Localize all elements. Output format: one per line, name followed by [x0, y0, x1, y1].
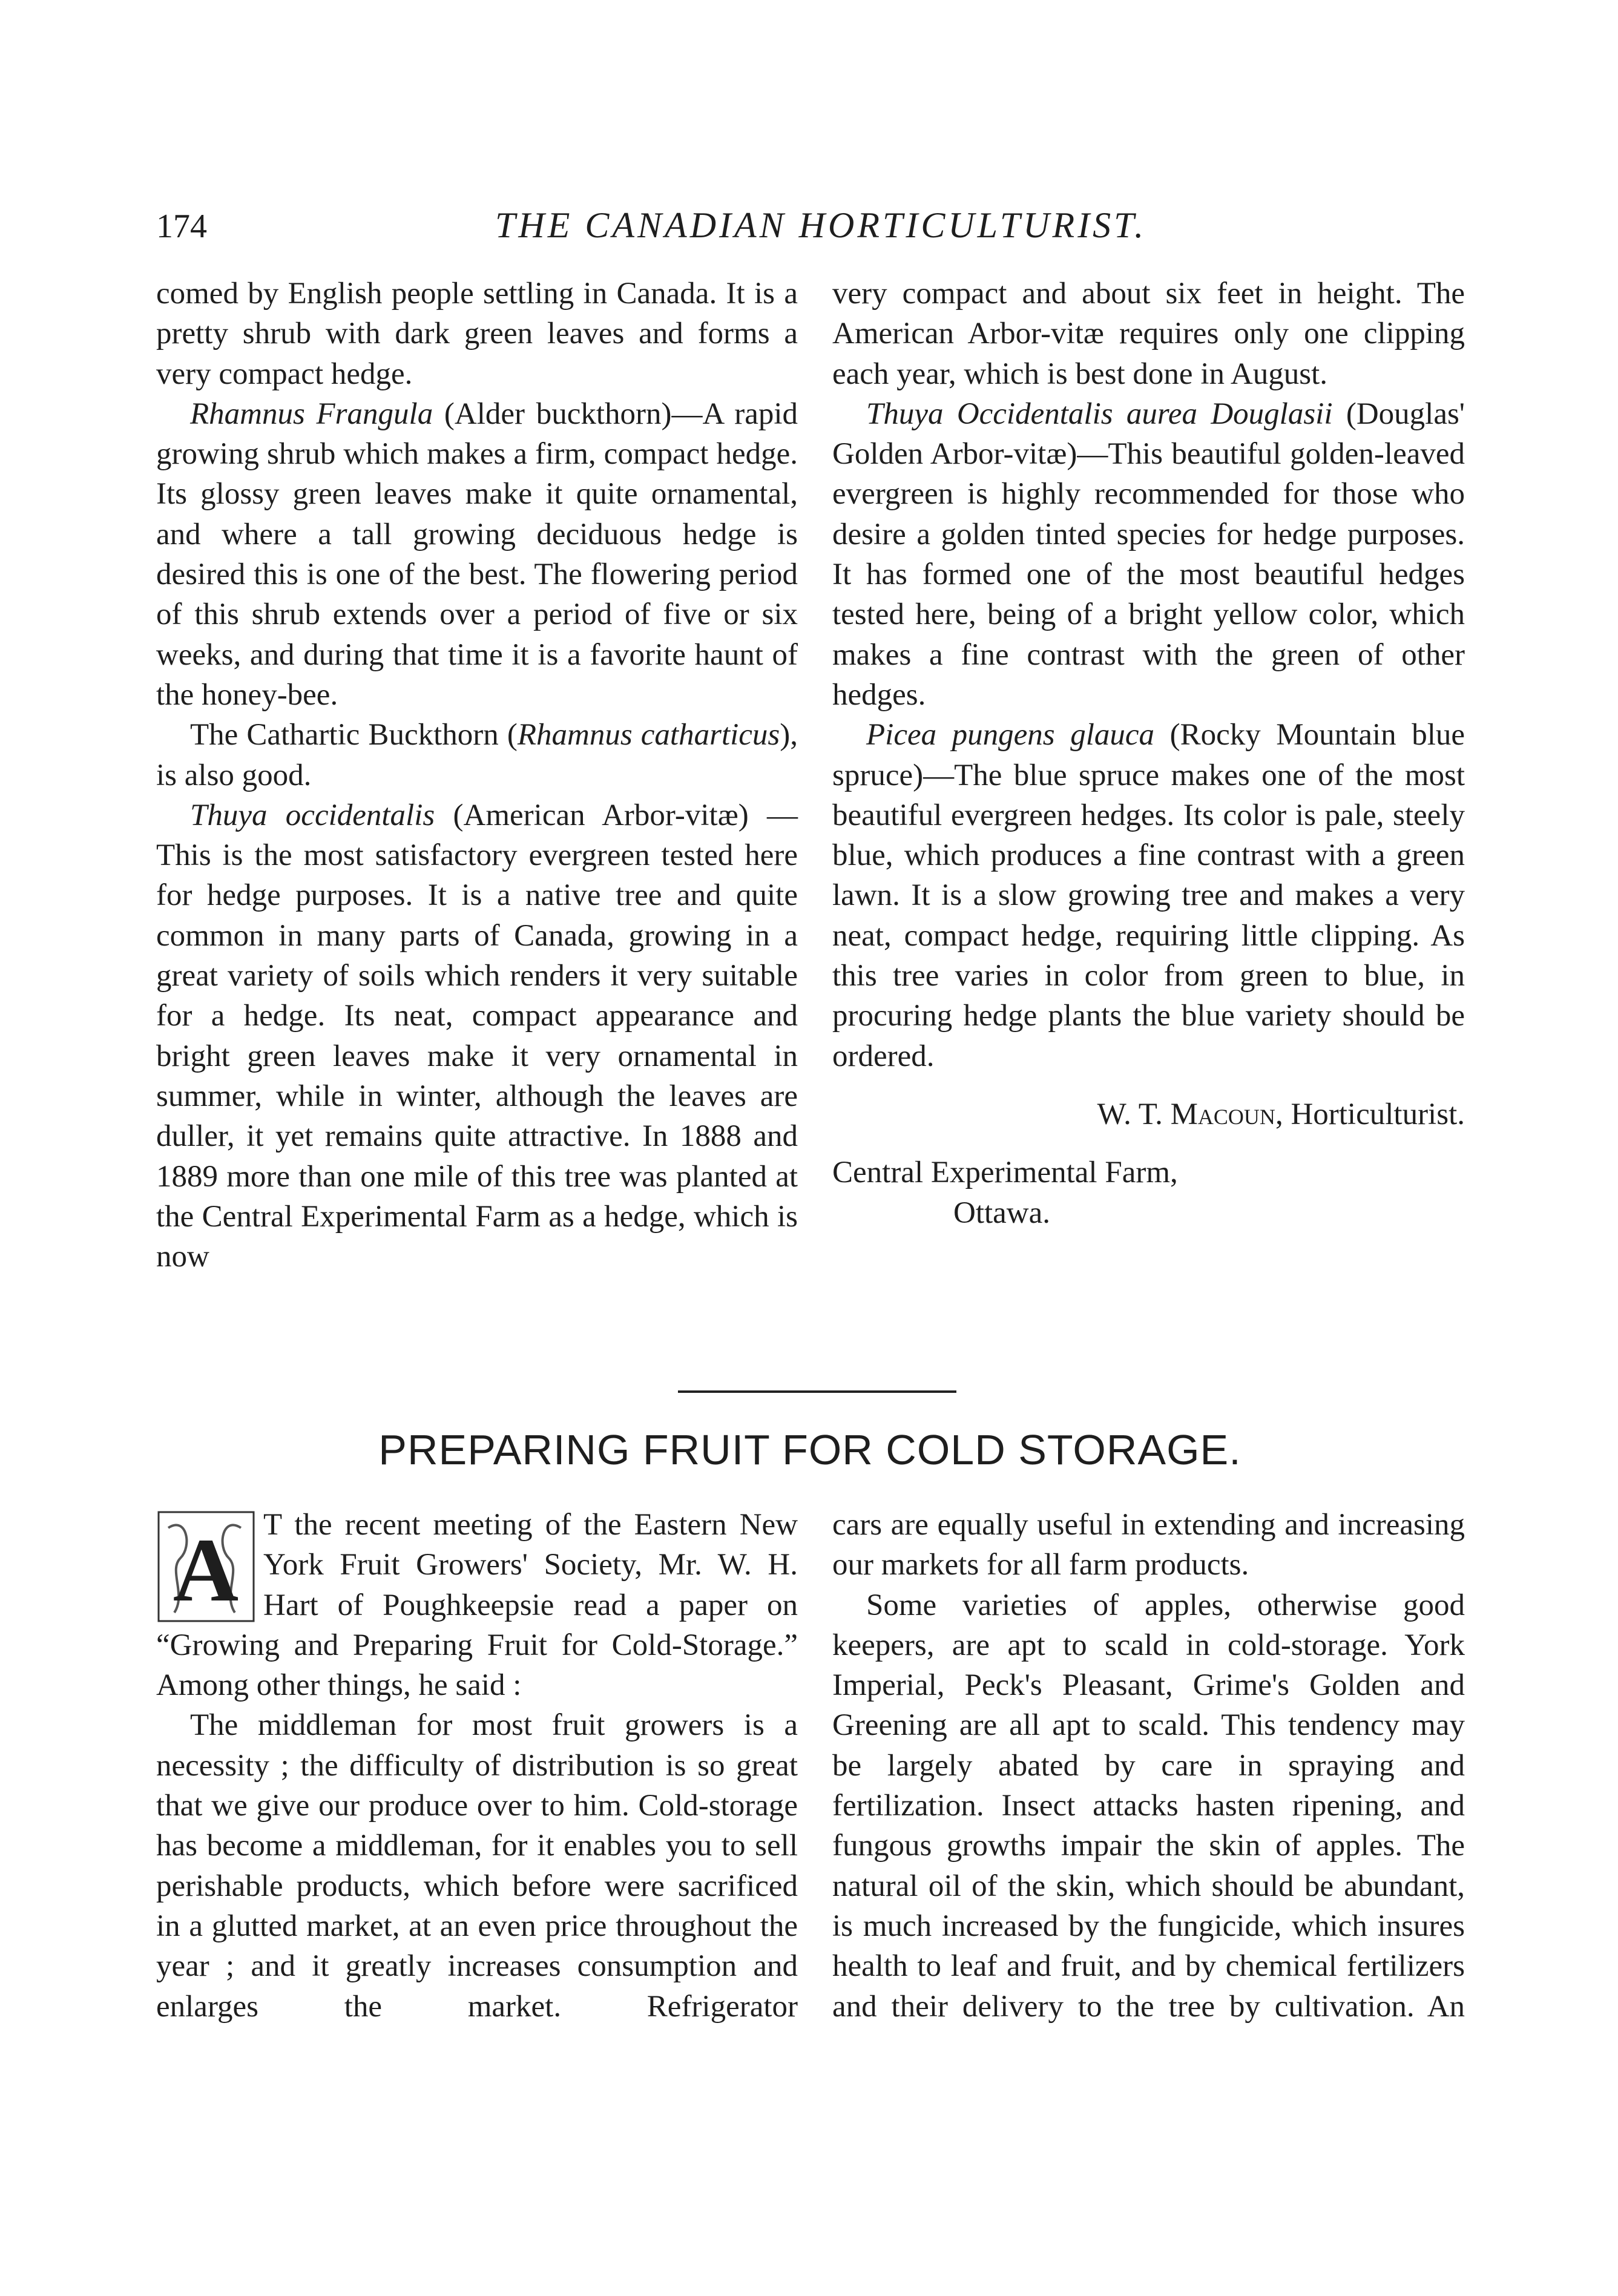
paragraph-text: ), is also good. — [156, 718, 798, 792]
place-line: Ottawa. — [953, 1196, 1051, 1230]
article1-left-column — [156, 274, 798, 1277]
page-header — [156, 200, 1464, 254]
paragraph: Some varieties of apples, otherwise good keepers, are apt to scald in cold-storage. York Imperial, Peck's Pleasant, Grime's Golden and Greening are all apt to scald. This tendency may be largely abated by care in spraying and fertilization. Insect attacks hasten ripening, and fungous growths impair the skin of apples. The natural oil of the skin, which should be abundant, is much increased by the fungicide, which insures health to leaf and fruit, and by chemical fertilizers and their delivery to the tree by cultivation. An — [832, 1588, 1465, 2024]
paragraph — [832, 715, 1465, 1076]
species-name: Rhamnus catharticus — [517, 718, 780, 752]
paragraph — [156, 394, 798, 715]
page-number: 174 — [156, 208, 207, 245]
paragraph: T the recent meeting of the Eastern New York Fruit Growers' Society, Mr. W. H. Hart of Poughkeepsie read a paper on “Growing and Preparing Fruit for Cold-Storage.” Among other things, he said : — [156, 1508, 798, 1703]
drop-cap-letter: A — [173, 1520, 239, 1620]
section-divider — [678, 1390, 956, 1393]
article2-left-column — [156, 1505, 798, 2027]
species-name: Thuya occidentalis — [190, 798, 435, 832]
author-title: , Horticulturist. — [1275, 1097, 1465, 1131]
paragraph: very compact and about six feet in height. The American Arbor-vitæ requires only one clipping each year, which is best done in August. — [832, 277, 1465, 391]
article1-right-column — [832, 274, 1465, 1233]
paragraph-text: (Douglas' Golden Arbor-vitæ)—This beautiful golden-leaved evergreen is highly recommended for those who desire a golden tinted species for hedge purposes. It has formed one of the most beautiful hedges tested here, being of a bright yellow color, which makes a fine contrast with the green of other hedges. — [832, 396, 1465, 712]
drop-cap-ornament — [156, 1510, 256, 1623]
paragraph — [156, 795, 798, 1277]
paragraph — [832, 394, 1465, 715]
running-head: THE CANADIAN HORTICULTURIST. — [495, 205, 1147, 245]
paragraph-text: (American Arbor-vitæ) —This is the most satisfactory evergreen tested here for hedge purposes. It is a native tree and quite common in many parts of Canada, growing in a great variety of soils which renders it very suitable for a hedge. Its neat, compact appearance and bright green leaves make it very ornamental in summer, while in winter, although the leaves are duller, it yet remains quite attractive. In 1888 and 1889 more than one mile of this tree was planted at the Central Experimental Farm as a hedge, which is now — [156, 798, 798, 1274]
paragraph — [156, 715, 798, 795]
place-line: Central Experimental Farm, — [832, 1156, 1178, 1190]
author-initials: W. T. — [1097, 1097, 1171, 1131]
author-name: Macoun — [1170, 1097, 1275, 1131]
author-signature — [832, 1094, 1465, 1134]
paragraph: comed by English people settling in Canada. It is a pretty shrub with dark green leaves and forms a very compact hedge. — [156, 277, 798, 391]
article2-right-column — [832, 1505, 1465, 2027]
paragraph-text: The Cathartic Buckthorn ( — [190, 718, 518, 752]
paragraph-text: (Alder buckthorn)—A rapid growing shrub which makes a firm, compact hedge. Its glossy green leaves make it quite ornamental, and where a tall growing deciduous hedge is desired this is one of the best. The flowering period of this shrub extends over a period of five or six weeks, and during that time it is a favorite haunt of the honey-bee. — [156, 396, 798, 712]
article-title: PREPARING FRUIT FOR COLD STORAGE. — [378, 1426, 1241, 1473]
paragraph-text: (Rocky Mountain blue spruce)—The blue spruce makes one of the most beautiful evergreen hedges. Its color is pale, steely blue, which produces a fine contrast with a green lawn. It is a slow growing tree and makes a very neat, compact hedge, requiring little clipping. As this tree varies in color from green to blue, in procuring hedge plants the blue variety should be ordered. — [832, 718, 1465, 1073]
species-name: Thuya Occidentalis aurea Douglasii — [866, 396, 1333, 431]
paragraph: The middleman for most fruit growers is a necessity ; the difficulty of distribution is so great that we give our produce over to him. Cold-storage has become a middleman, for it enables you to sell perishable products, which before were sacrificed in a glutted market, at an even price throughout the year ; and it greatly increases consumption and enlarges the market. Refrigerator — [156, 1708, 798, 2024]
paragraph: cars are equally useful in extending and increasing our markets for all farm products. — [832, 1508, 1465, 1582]
species-name: Rhamnus Frangula — [190, 396, 433, 431]
species-name: Picea pungens glauca — [866, 718, 1155, 752]
